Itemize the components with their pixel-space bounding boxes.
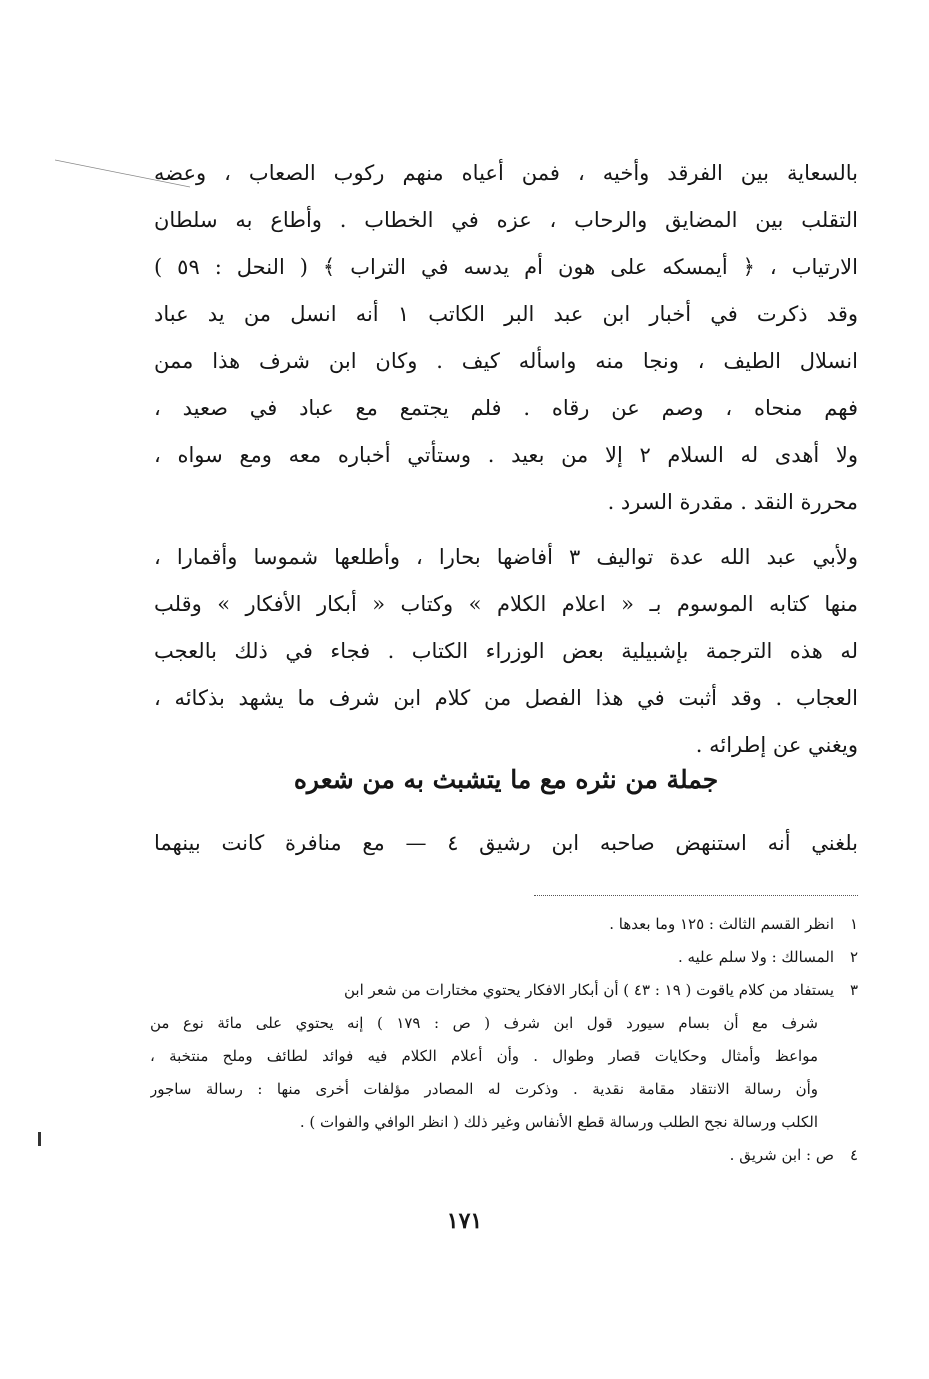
scan-mark	[55, 155, 195, 195]
text-line: بلغني أنه استنهض صاحبه ابن رشيق ٤ — مع منافرة كانت بينهما	[154, 831, 858, 855]
text-line: محررة النقد . مقدرة السرد .	[607, 490, 858, 514]
text-line: العجاب . وقد أثبت في هذا الفصل من كلام ابن شرف ما يشهد بذكائه ،	[154, 686, 858, 710]
footnote-number: ١	[849, 915, 858, 933]
footnotes	[150, 908, 858, 1172]
page-number: ١٧١	[446, 1208, 483, 1234]
footnote-text: يستفاد من كلام ياقوت ( ١٩ : ٤٣ ) أن أبكار الافكار يحتوي مختارات من شعر ابن	[344, 981, 834, 999]
footnote-1	[150, 908, 858, 941]
footnote-text: انظر القسم الثالث : ١٢٥ وما بعدها .	[609, 915, 834, 933]
footnote-text: المسالك : ولا سلم عليه .	[677, 948, 834, 966]
section-paragraph	[154, 820, 858, 867]
section-heading: جملة من نثره مع ما يتشبث به من شعره	[293, 765, 719, 794]
footnote-3-continued: الكلب ورسالة نجح الطلب ورسالة قطع الأنفاس وغير ذلك ( انظر الوافي والفوات ) .	[299, 1113, 818, 1131]
text-line: ولأبي عبد الله عدة تواليف ٣ أفاضها بحارا ، وأطلعها شموسا وأقمارا ،	[154, 545, 858, 569]
footnote-text: ص : ابن شريق .	[729, 1146, 834, 1164]
text-line: بالسعاية بين الفرقد وأخيه ، فمن أعياه منهم ركوب الصعاب ، وعضه	[154, 161, 858, 185]
footnote-divider	[534, 895, 858, 896]
footnote-3-continued: وأن رسالة الانتقاد مقامة نقدية . وذكرت له المصادر مؤلفات أخرى منها : رسالة ساجور	[150, 1080, 818, 1098]
scan-speck	[38, 1132, 41, 1146]
text-line: وقد ذكرت في أخبار ابن عبد البر الكاتب ١ أنه انسل من يد عباد	[154, 302, 858, 326]
footnote-3-continued: شرف مع أن بسام سيورد قول ابن شرف ( ص : ١٧٩ ) إنه يحتوي على مائة نوع من	[150, 1014, 818, 1032]
footnote-3	[150, 974, 858, 1007]
text-line: ويغني عن إطرائه .	[695, 733, 858, 757]
footnote-number: ٣	[849, 981, 858, 999]
text-line: ولا أهدى له السلام ٢ إلا من بعيد . وستأتي أخباره معه ومع سواه ،	[154, 443, 858, 467]
footnote-2	[150, 941, 858, 974]
text-line: انسلال الطيف ، ونجا منه واسأله كيف . وكان ابن شرف هذا ممن	[154, 349, 858, 373]
text-line: فهم منحاه ، وصم عن رقاه . فلم يجتمع مع عباد في صعيد ،	[154, 396, 858, 420]
text-line: التقلب بين المضايق والرحاب ، عزه في الخطاب . وأطاع به سلطان	[154, 208, 858, 232]
footnote-4	[150, 1139, 858, 1172]
text-line: الارتياب ، ﴿ أيمسكه على هون أم يدسه في التراب ﴾ ( النحل : ٥٩ )	[154, 255, 858, 279]
text-line: له هذه الترجمة بإشبيلية بعض الوزراء الكتاب . فجاء في ذلك بالعجب	[154, 639, 858, 663]
footnote-3-continued: مواعظ وأمثال وحكايات قصار وطوال . وأن أعلام الكلام فيه فوائد لطائف وملح منتخبة ،	[150, 1047, 818, 1065]
main-paragraph	[154, 150, 858, 769]
footnote-number: ٤	[849, 1146, 858, 1164]
footnote-number: ٢	[849, 948, 858, 966]
text-line: منها كتابه الموسوم بـ « اعلام الكلام » وكتاب « أبكار الأفكار » وقلب	[154, 592, 858, 616]
